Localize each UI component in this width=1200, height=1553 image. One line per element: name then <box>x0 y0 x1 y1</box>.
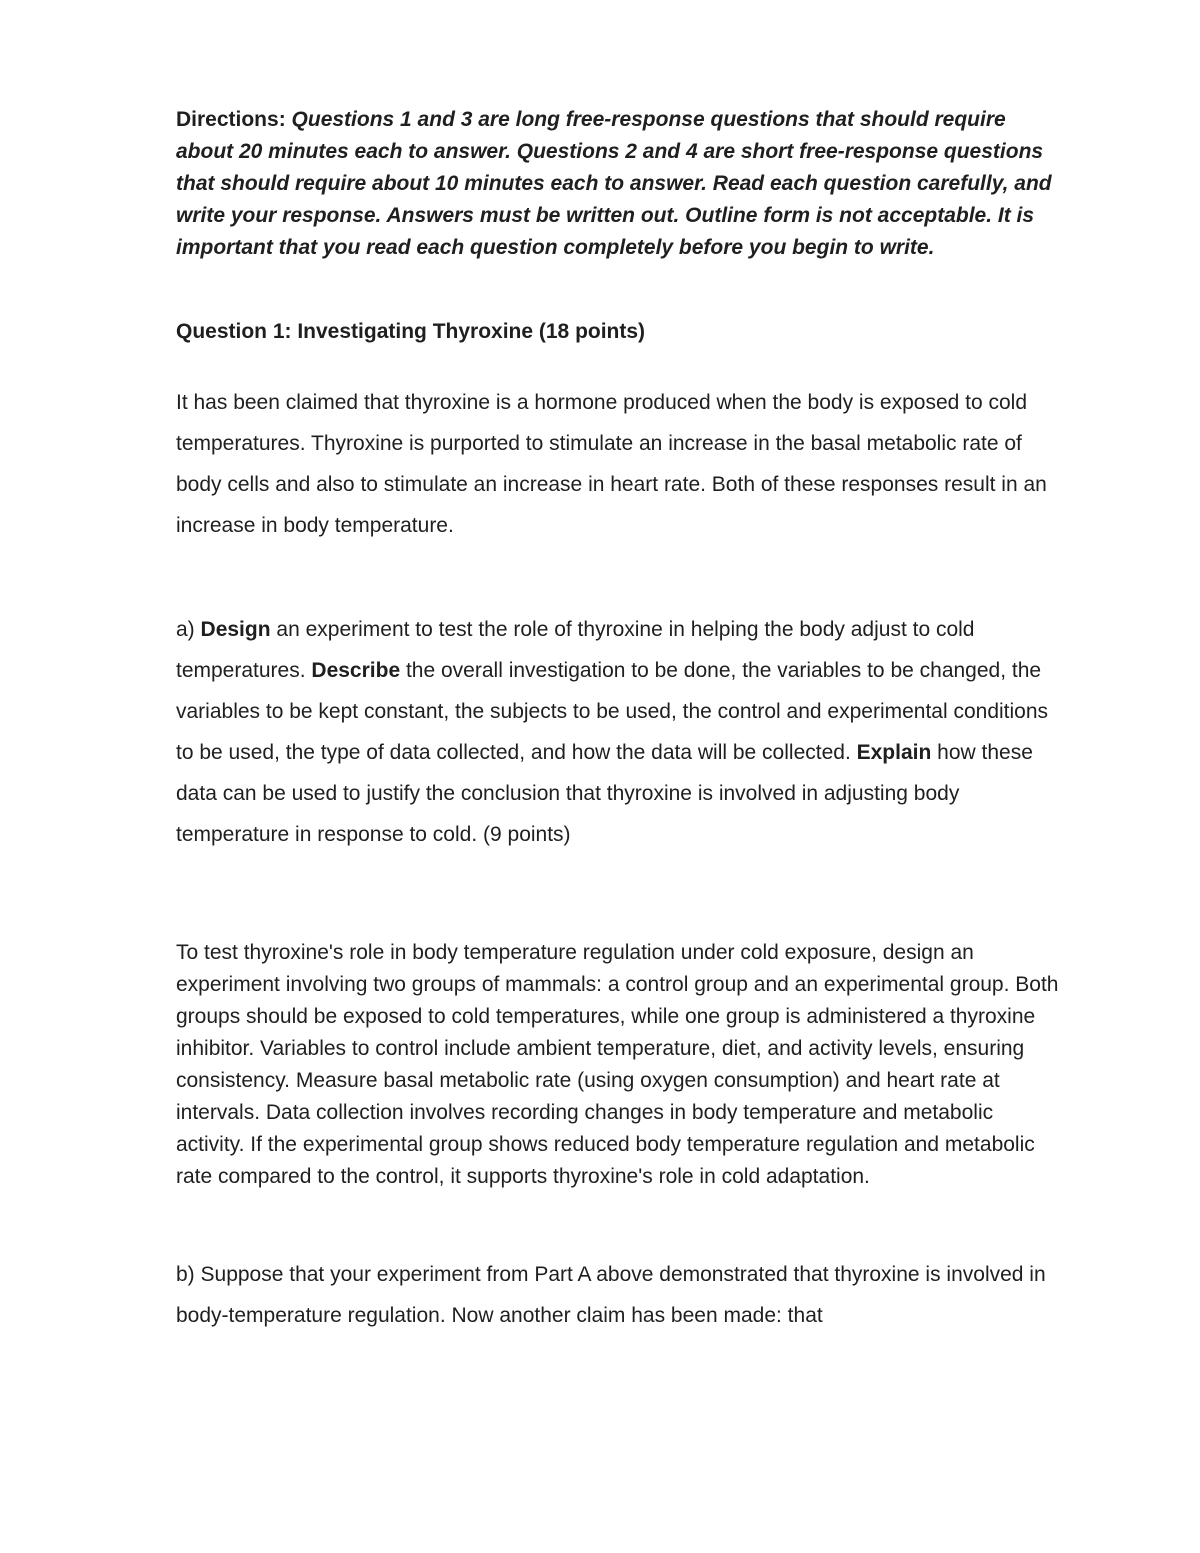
directions-label: Directions: <box>176 108 286 131</box>
question-1-part-b: b) Suppose that your experiment from Part A above demonstrated that thyroxine is involved in body-temperature regulation. Now another claim has been made: that <box>176 1263 1046 1327</box>
question-1-intro: It has been claimed that thyroxine is a hormone produced when the body is exposed to cold temperatures. Thyroxine is purported to stimulate an increase in the basal metabolic rate of body cells and also to stimulate an increase in heart rate. Both of these responses result in an increase in body temperature. <box>176 391 1047 537</box>
question-1-part-a <box>176 609 1060 855</box>
part-a-prefix: a) <box>176 618 195 641</box>
directions-text: Questions 1 and 3 are long free-response questions that should require about 20 minutes each to answer. Questions 2 and 4 are short free-response questions that should require about 10 minutes each to answer. Read each question carefully, and write your response. Answers must be written out. Outline form is not acceptable. It is important that you read each question completely before you begin to write. <box>176 108 1052 259</box>
part-a-keyword-explain: Explain <box>856 741 932 764</box>
directions-paragraph <box>176 104 1060 264</box>
part-a-text-2: the overall investigation to be done, the variables to be changed, the variables to be kept constant, the subjects to be used, the control and experimental conditions to be used, the type of data collected, and how the data will be collected. <box>176 659 1049 764</box>
part-a-text-3: how these data can be used to justify the conclusion that thyroxine is involved in adjusting body temperature in response to cold. (9 points) <box>176 741 1033 846</box>
part-a-text-1: an experiment to test the role of thyroxine in helping the body adjust to cold temperatures. <box>176 618 975 682</box>
answer-part-a: To test thyroxine's role in body temperature regulation under cold exposure, design an experiment involving two groups of mammals: a control group and an experimental group. Both groups should be exposed to cold temperatures, while one group is administered a thyroxine inhibitor. Variables to control include ambient temperature, diet, and activity levels, ensuring consistency. Measure basal metabolic rate (using oxygen consumption) and heart rate at intervals. Data collection involves recording changes in body temperature and metabolic activity. If the experimental group shows reduced body temperature regulation and metabolic rate compared to the control, it supports thyroxine's role in cold adaptation. <box>176 941 1059 1188</box>
part-a-keyword-design: Design <box>200 618 271 641</box>
part-a-keyword-describe: Describe <box>311 659 401 682</box>
question-1-heading: Question 1: Investigating Thyroxine (18 points) <box>176 320 646 343</box>
